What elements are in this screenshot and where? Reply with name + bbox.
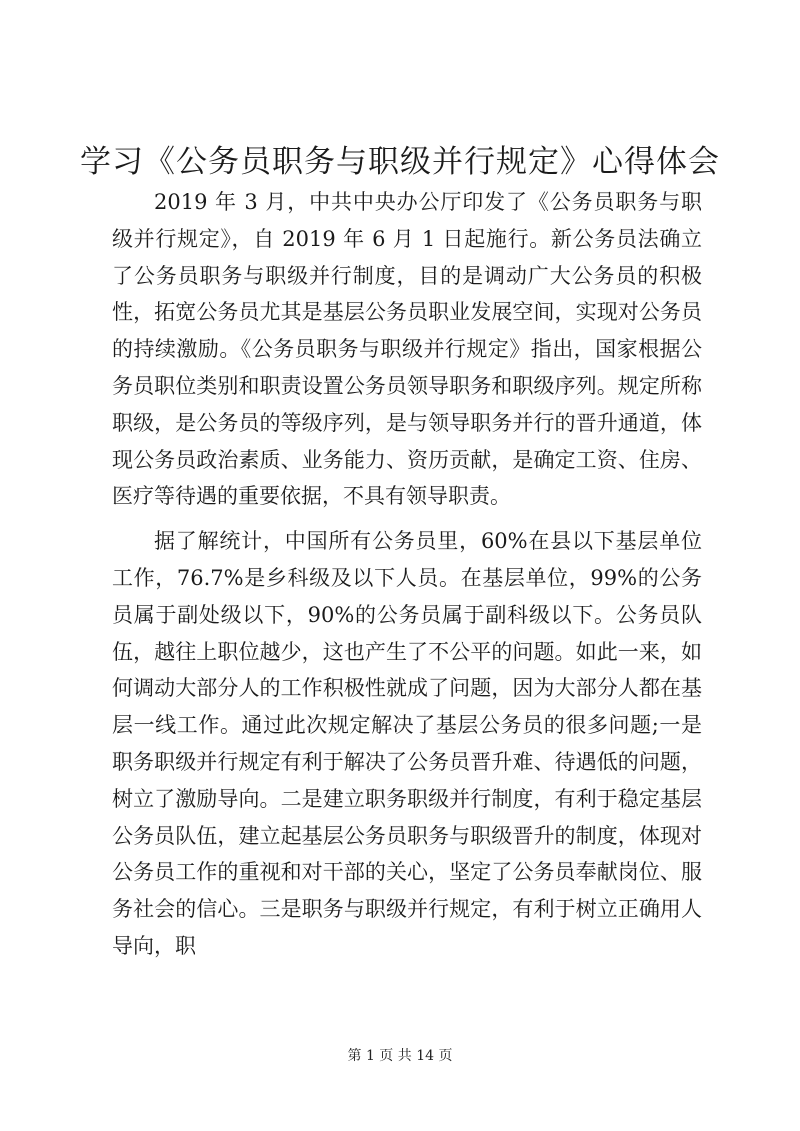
page-number-footer: 第 1 页 共 14 页: [347, 1048, 453, 1064]
document-title: 学习《公务员职务与职级并行规定》心得体会: [80, 144, 720, 180]
document-body: [112, 184, 702, 965]
paragraph: 据了解统计，中国所有公务员里，60%在县以下基层单位工作，76.7%是乡科级及以下人员。在基层单位，99%的公务员属于副处级以下，90%的公务员属于副科级以下。公务员队伍，越往上职位越少，这也产生了不公平的问题。如此一来，如何调动大部分人的工作积极性就成了问题，因为大部分人都在基层一线工作。通过此次规定解决了基层公务员的很多问题;一是职务职级并行规定有利于解决了公务员晋升难、待遇低的问题，树立了激励导向。二是建立职务职级并行制度，有利于稳定基层公务员队伍，建立起基层公务员职务与职级晋升的制度，体现对公务员工作的重视和对干部的关心，坚定了公务员奉献岗位、服务社会的信心。三是职务与职级并行规定，有利于树立正确用人导向，职: [112, 529, 702, 958]
paragraph: 2019 年 3 月，中共中央办公厅印发了《公务员职务与职级并行规定》，自 2019 年 6 月 1 日起施行。新公务员法确立了公务员职务与职级并行制度，目的是调动广大公务员的积极性，拓宽公务员尤其是基层公务员职业发展空间，实现对公务员的持续激励。《公务员职务与职级并行规定》指出，国家根据公务员职位类别和职责设置公务员领导职务和职级序列。规定所称职级，是公务员的等级序列，是与领导职务并行的晋升通道，体现公务员政治素质、业务能力、资历贡献，是确定工资、住房、医疗等待遇的重要依据，不具有领导职责。: [112, 190, 702, 509]
